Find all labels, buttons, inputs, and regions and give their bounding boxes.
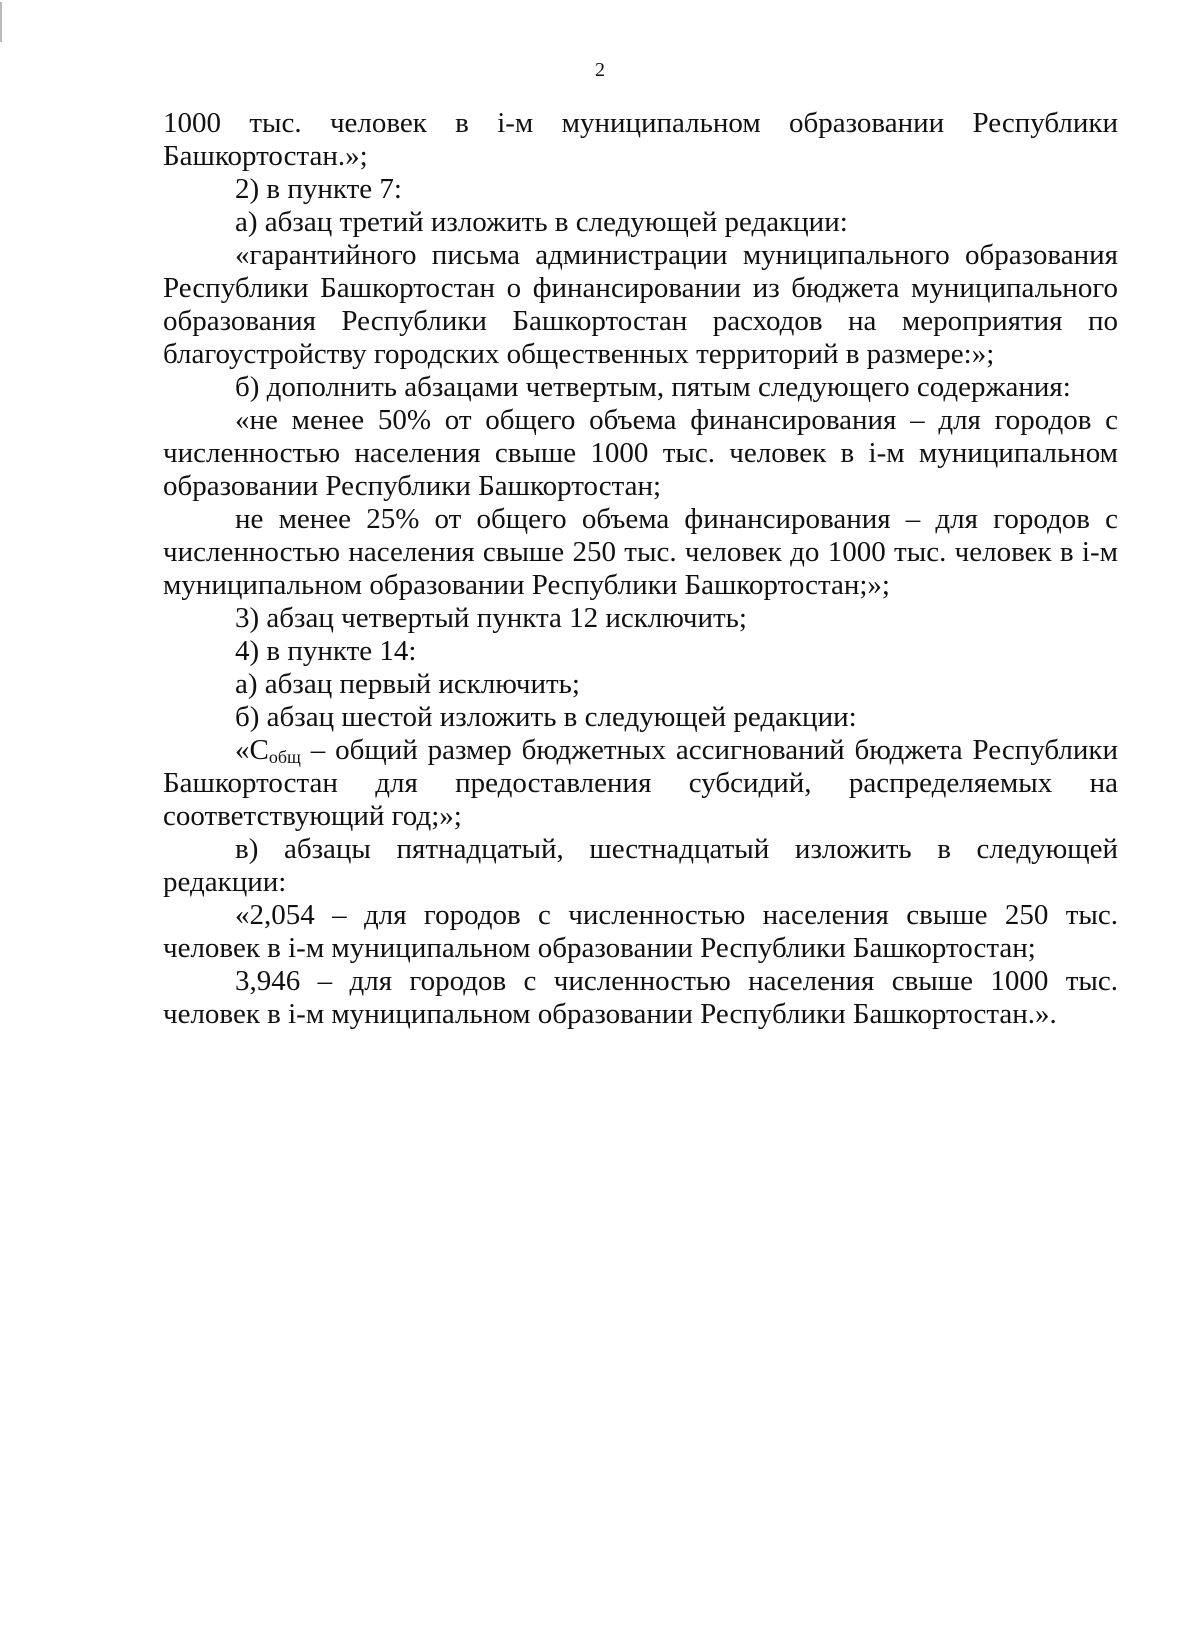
formula-symbol: «С (235, 734, 269, 766)
list-item-2: 2) в пункте 7: (235, 173, 402, 205)
formula-subscript: общ (268, 747, 301, 767)
quote-50-percent: «не менее 50% от общего объема финансирования – для городов с численностью населения свыше 1000 тыс. человек в i-м муниципальном образовании Республики Башкортостан; (163, 404, 1118, 502)
quote-coefficient-2054: «2,054 – для городов с численностью населения свыше 250 тыс. человек в i-м муниципальном образовании Республики Башкортостан; (163, 899, 1118, 964)
quote-c-total (163, 734, 1118, 833)
quote-guarantee-letter: «гарантийного письма администрации муниципального образования Республики Башкортостан о финансировании из бюджета муниципального образования Республики Башкортостан расходов на мероприятия по благоустройству городских общественных территорий в размере:»; (163, 239, 1118, 370)
list-item-4: 4) в пункте 14: (235, 635, 417, 667)
quote-coefficient-3946: 3,946 – для городов с численностью населения свыше 1000 тыс. человек в i-м муниципальном образовании Республики Башкортостан.». (163, 965, 1118, 1030)
page-number: 2 (595, 59, 605, 81)
sub-item-2b: б) дополнить абзацами четвертым, пятым следующего содержания: (235, 371, 1071, 403)
sub-item-4c: в) абзацы пятнадцатый, шестнадцатый изложить в следующей редакции: (163, 833, 1118, 898)
document-body (163, 107, 1118, 1031)
list-item-3: 3) абзац четвертый пункта 12 исключить; (235, 602, 747, 634)
quote-25-percent: не менее 25% от общего объема финансирования – для городов с численностью населения свыше 250 тыс. человек до 1000 тыс. человек в i-м муниципальном образовании Республики Башкортостан;»; (163, 503, 1118, 601)
sub-item-2a: а) абзац третий изложить в следующей редакции: (235, 206, 848, 238)
sub-item-4b: б) абзац шестой изложить в следующей редакции: (235, 701, 857, 733)
scan-edge-mark (0, 2, 2, 42)
sub-item-4a: а) абзац первый исключить; (235, 668, 580, 700)
paragraph-continuation: 1000 тыс. человек в i-м муниципальном образовании Республики Башкортостан.»; (163, 107, 1118, 172)
formula-definition: – общий размер бюджетных ассигнований бюджета Республики Башкортостан для предоставления субсидий, распределяемых на соответствующий год;»; (163, 734, 1118, 832)
